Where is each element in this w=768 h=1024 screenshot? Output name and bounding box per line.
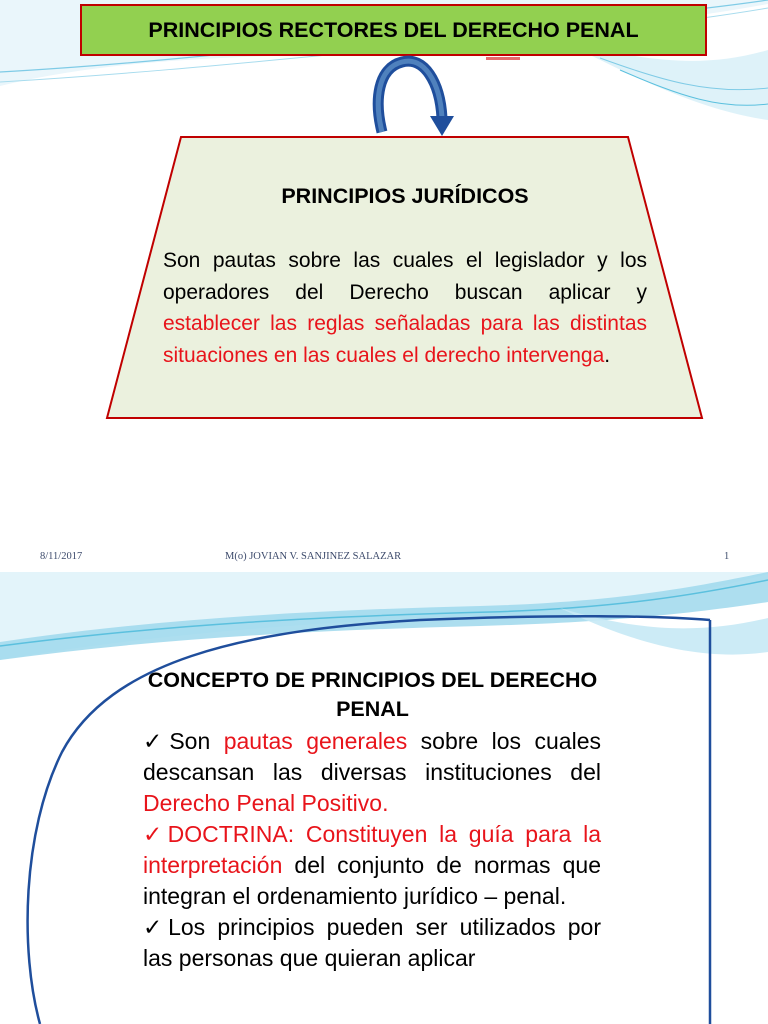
p2-text: del conjunto de normas que integran el ordenamiento jurídico – penal. <box>143 852 601 909</box>
slide-2 <box>0 572 768 1024</box>
p1-text-b: sobre los cuales descansan las diversas instituciones del <box>143 728 601 785</box>
check-icon: ✓ <box>143 821 168 847</box>
concept-paragraph-3 <box>143 912 601 974</box>
p3-text: Los principios pueden ser utilizados por las personas que quieran aplicar <box>143 914 601 971</box>
p1-text-a: Son <box>169 728 224 754</box>
slide-title: PRINCIPIOS RECTORES DEL DERECHO PENAL <box>80 4 707 56</box>
footer-page-number: 1 <box>724 551 730 562</box>
box-text <box>163 245 647 371</box>
p2-highlight: DOCTRINA: Constituyen la guía para la interpretación <box>143 821 601 878</box>
footer-author: M(o) JOVIAN V. SANJINEZ SALAZAR <box>225 551 402 562</box>
p1-highlight-1: pautas generales <box>223 728 408 754</box>
concept-body <box>143 726 601 974</box>
box-text-highlight: establecer las reglas señaladas para las distintas situaciones en las cuales el derecho intervenga <box>163 312 647 367</box>
footer-date: 8/11/2017 <box>40 551 83 562</box>
box-text-plain: Son pautas sobre las cuales el legislador y los operadores del Derecho buscan aplicar y <box>163 249 647 304</box>
concept-paragraph-1 <box>143 726 601 819</box>
p1-highlight-2: Derecho Penal Positivo. <box>143 790 389 816</box>
title-accent <box>486 57 520 60</box>
check-icon: ✓ <box>143 728 170 754</box>
concept-paragraph-2 <box>143 819 601 912</box>
box-text-end: . <box>604 343 611 367</box>
check-icon: ✓ <box>143 914 169 940</box>
concept-heading: CONCEPTO DE PRINCIPIOS DEL DERECHO PENAL <box>147 668 598 721</box>
box-heading: PRINCIPIOS JURÍDICOS <box>281 184 529 208</box>
curved-arrow-icon <box>360 52 460 142</box>
